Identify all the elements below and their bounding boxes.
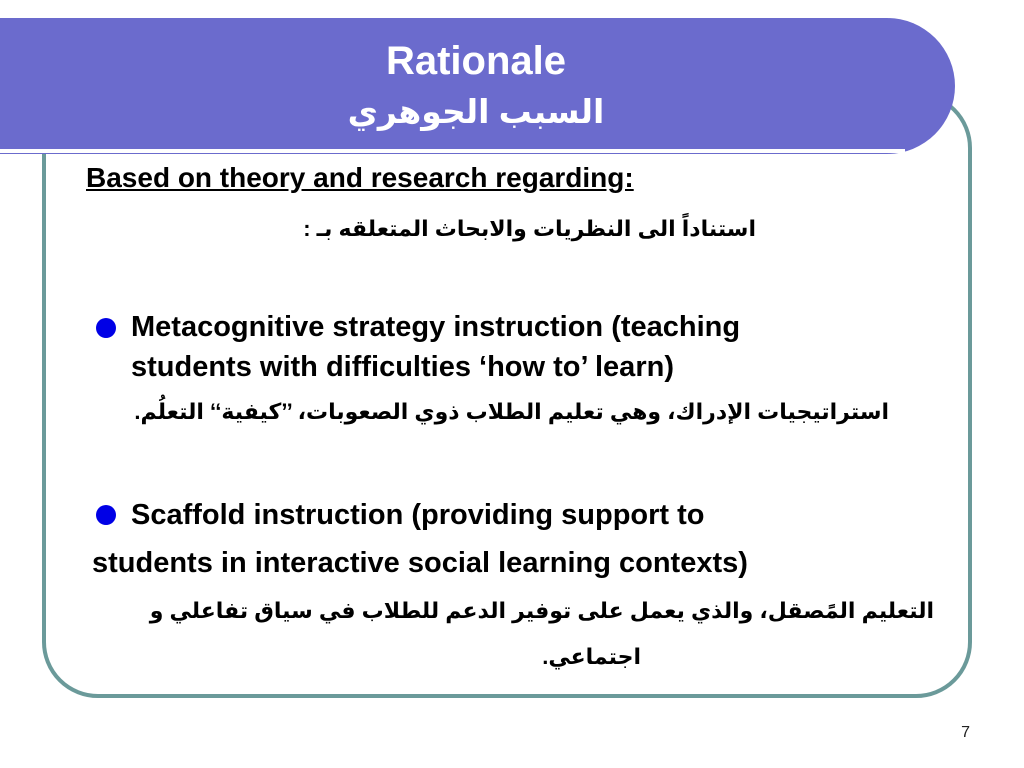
- bullet-icon: [96, 505, 116, 525]
- bullet-2-line-2: students in interactive social learning contexts): [92, 547, 748, 579]
- slide-title: Rationale: [385, 39, 567, 83]
- bullet-2-arabic-line-2: اجتماعي.: [542, 644, 641, 669]
- bullet-1-line-1: Metacognitive strategy instruction (teaching: [131, 311, 741, 343]
- slide-title-arabic: السبب الجوهري: [347, 93, 605, 130]
- bullet-1-arabic: استراتيجيات الإدراك، وهي تعليم الطلاب ذوي الصعوبات، ’’كيفية‘‘ التعلُم.: [134, 399, 889, 424]
- bullet-icon: [96, 318, 116, 338]
- bullet-2-line-1: Scaffold instruction (providing support to: [131, 499, 705, 531]
- bullet-1-line-2: students with difficulties ‘how to’ learn): [131, 351, 674, 383]
- page-number: 7: [961, 724, 970, 741]
- intro-text-arabic: استناداً الى النظريات والابحاث المتعلقه بـ :: [303, 216, 756, 241]
- title-underline-rule: [0, 149, 905, 153]
- title-bar: [0, 18, 955, 154]
- bullet-2-arabic-line-1: التعليم المًصقل، والذي يعمل على توفير الدعم للطلاب في سياق تفاعلي و: [149, 598, 934, 623]
- intro-text: Based on theory and research regarding:: [86, 162, 634, 193]
